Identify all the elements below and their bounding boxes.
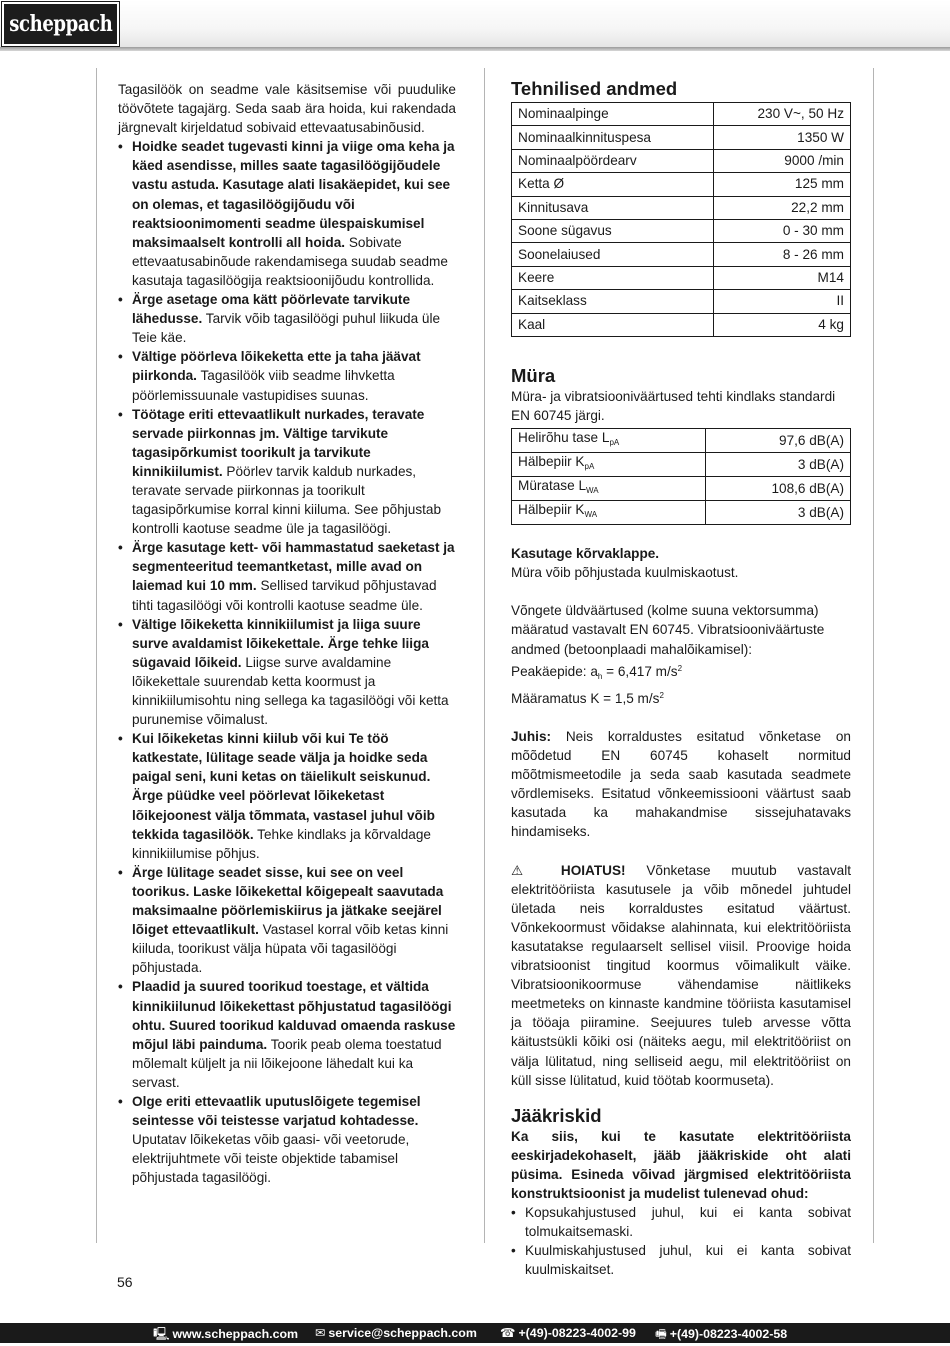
- warning-triangle-icon: ⚠: [511, 862, 541, 878]
- vibration-handle-label: Peakäepide: a: [511, 663, 598, 679]
- page-number: 56: [117, 1274, 133, 1290]
- spec-label: Kaitseklass: [512, 290, 714, 313]
- spec-value: 0 - 30 mm: [713, 219, 850, 242]
- residual-risk-list: [511, 1203, 851, 1279]
- noise-label: [512, 429, 706, 453]
- tech-data-heading: Tehnilised andmed: [511, 78, 678, 99]
- warning-paragraph: [511, 861, 851, 1090]
- spec-label: Soone sügavus: [512, 219, 714, 242]
- spec-label: Nominaalkinnituspesa: [512, 126, 714, 149]
- brand-logo-text: scheppach: [8, 11, 113, 37]
- left-column: [118, 80, 456, 1187]
- list-item: • Kopsukahjustused juhul, kui ei kanta sobivat tolmukaitsemaski.: [511, 1203, 851, 1241]
- noise-label-sub: pA: [584, 462, 595, 472]
- spec-label: Keere: [512, 266, 714, 289]
- noise-label-text: Müratase L: [518, 478, 587, 494]
- noise-value: 3 dB(A): [705, 453, 850, 477]
- footer-email[interactable]: [315, 1325, 477, 1340]
- safety-item: [118, 290, 456, 347]
- safety-item-text: Pöörlev tarvik kaldub nurkades, teravate servade piirkonnas ja toorikult tagasipõrkumise korral kinni kiiluma. See põhjustab kontrolli kaotuse seadme üle ja tagasilöögi.: [132, 463, 442, 537]
- table-row: [512, 453, 851, 477]
- vibration-uncertainty-line: [511, 686, 851, 708]
- computer-icon: 🖳: [153, 1327, 170, 1341]
- vibration-text: Võngete üldväärtused (kolme suuna vektorsumma) määratud vastavalt EN 60745. Vibratsiooniväärtuste andmed (betoonplaadi mahalõikamisel):: [511, 603, 825, 657]
- spec-label: Ketta Ø: [512, 173, 714, 196]
- note-paragraph: [511, 727, 851, 842]
- noise-label-sub: WA: [584, 510, 598, 520]
- safety-item-text: Tagasilöök viib seadme lihvketta pöörlemissuunale vastupidises suunas.: [132, 368, 395, 403]
- table-row: [512, 219, 851, 242]
- safety-item-bold: Olge eriti ettevaatlik uputuslõigete tegemisel seintesse või teistesse varjatud kohtadesse.: [132, 1093, 421, 1129]
- safety-item-text: Toorik peab olema toestatud mõlemalt küljelt ja nii lõikejoone lähedalt kui ka servast.: [132, 1036, 442, 1090]
- ear-protection-text: Müra võib põhjustada kuulmiskaotust.: [511, 565, 739, 581]
- right-margin-rule: [873, 68, 874, 1243]
- spec-label: Soonelaiused: [512, 243, 714, 266]
- footer-fax-text: +(49)-08223-4002-58: [669, 1327, 788, 1341]
- safety-item: [118, 137, 456, 290]
- safety-item-text: Tehke kindlaks ja kõrvaldage kinnikiilumise põhjus.: [132, 826, 431, 861]
- safety-item: [118, 729, 456, 863]
- spec-label: Kinnitusava: [512, 196, 714, 219]
- vibration-uncertainty-text: Määramatus K = 1,5 m/s: [511, 690, 660, 706]
- table-row: [512, 477, 851, 501]
- noise-label-text: Hälbepiir K: [518, 454, 585, 470]
- noise-label: [512, 501, 706, 525]
- noise-intro: Müra- ja vibratsiooniväärtused tehti kindlaks standardi EN 60745 järgi.: [511, 388, 836, 423]
- safety-list: [118, 137, 456, 1187]
- page-header: [0, 0, 950, 48]
- safety-item: [118, 347, 456, 404]
- safety-item: [118, 405, 456, 539]
- safety-item-bold: Plaadid ja suured toorikud toestage, et vältida kinnikiilunud lõikekettast põhjustatud tagasilöögi ohtu. Suured toorikud kalduvad omaenda raskuse mõjul läbi painduma.: [132, 979, 456, 1052]
- noise-label-text: Hälbepiir K: [518, 502, 585, 518]
- note-label: Juhis:: [511, 728, 552, 744]
- column-divider: [484, 68, 485, 1243]
- safety-item-text: Uputatav lõikeketas võib gaasi- või veetorude, elektrijuhtmete või teiste objektide tabamisel põhjustada tagasilöögi.: [132, 1132, 410, 1186]
- safety-item-text: Sobivate ettevaatusabinõude rakendamisega suudab seadme kasutaja tagasilöögija reaktsioonijõudu kontrollida.: [132, 234, 448, 288]
- safety-item: [118, 977, 456, 1092]
- phone-icon: ☎: [500, 1326, 516, 1340]
- safety-item-text: Tarvik võib tagasilöögi puhul liikuda üle Teie käe.: [132, 311, 441, 346]
- header-rule: [0, 47, 950, 51]
- noise-label-sub: pA: [609, 438, 620, 448]
- safety-item-bold: Kui lõikeketas kinni kiilub või kui Te töö katkestate, lülitage seade välja ja hoidke seda paigal seni, kuni ketas on täielikult seiskunud. Ärge püüdke veel pöörlevat lõikeketast lõikejoonest välja tõmmata, vastasel juhul võib tekkida tagasilöök.: [132, 731, 435, 842]
- spec-value: 230 V~, 50 Hz: [713, 103, 850, 126]
- ear-protection-bold: Kasutage kõrvaklappe.: [511, 546, 660, 562]
- table-row: [512, 149, 851, 172]
- list-item: • Kuulmiskahjustused juhul, kui ei kanta sobivat kuulmiskaitset.: [511, 1241, 851, 1279]
- envelope-icon: ✉: [315, 1326, 326, 1340]
- vibration-uncertainty-sup: 2: [659, 690, 664, 700]
- spec-value: M14: [713, 266, 850, 289]
- spec-value: II: [713, 290, 850, 313]
- residual-risk-heading: Jääkriskid: [511, 1104, 602, 1126]
- footer-website-text: www.scheppach.com: [172, 1327, 299, 1341]
- noise-value: 108,6 dB(A): [705, 477, 850, 501]
- brand-logo: [2, 2, 119, 46]
- vibration-handle-sup: 2: [677, 663, 683, 673]
- right-column: [511, 78, 851, 1279]
- footer-email-text: service@scheppach.com: [328, 1326, 477, 1340]
- spec-label: Nominaalpöördearv: [512, 149, 714, 172]
- safety-item-text: Vastasel korral võib ketas kinni kiiluda, toorikust välja hüpata või tagasilöögi põhjustada.: [132, 922, 449, 976]
- warning-label: HOIATUS!: [540, 862, 626, 878]
- safety-item-text: Liigse surve avaldamine lõikekettale suurendab ketta koormust ja kinnikiilumisohtu ning sellega ka tagasilöögi või ketta purunemise võimalust.: [132, 654, 449, 728]
- safety-item-bold: Vältige pöörleva lõikeketta ette ja taha jäävat piirkonda.: [132, 349, 421, 384]
- safety-item: [118, 863, 456, 978]
- safety-item-bold: Töötage eriti ettevaatlikult nurkades, teravate servade piirkonnas jm. Vältige tarvikute tagasipõrkumist toorikult ja tarvikute kinnikiilumist.: [132, 406, 425, 479]
- safety-item-bold: Ärge kasutage kett- või hammastatud saeketast ja segmenteeritud teemantketast, mille avad on laiemad kui 10 mm.: [132, 540, 455, 594]
- spec-value: 22,2 mm: [713, 196, 850, 219]
- spec-value: 1350 W: [713, 126, 850, 149]
- table-row: [512, 313, 851, 336]
- left-margin-rule: [96, 68, 97, 1243]
- safety-item-bold: Vältige lõikeketta kinnikiilumist ja liiga suure surve avaldamist lõikekettale. Ärge tehke liiga sügavaid lõikeid.: [132, 616, 429, 670]
- table-row: [512, 196, 851, 219]
- noise-heading: Müra: [511, 364, 556, 386]
- spec-value: 125 mm: [713, 173, 850, 196]
- footer-phone-text: +(49)-08223-4002-99: [518, 1326, 636, 1340]
- table-row: [512, 290, 851, 313]
- noise-value: 97,6 dB(A): [705, 429, 850, 453]
- table-row: [512, 173, 851, 196]
- safety-item-text: Sellised tarvikud põhjustavad tihti tagasilöögi või kontrolli kaotuse seadme üle.: [132, 578, 437, 613]
- safety-item: [118, 615, 456, 730]
- noise-table: [511, 428, 851, 525]
- spec-label: Kaal: [512, 313, 714, 336]
- noise-label: [512, 453, 706, 477]
- safety-item-bold: Ärge asetage oma kätt pöörlevate tarvikute lähedusse.: [132, 292, 411, 327]
- residual-risk-bold: Ka siis, kui te kasutate elektritööriista eeskirjadekohaselt, jääb jääkriskide oht alati püsima. Esineda võivad järgmised elektritööriista konstruktsioonist ja mudelist tulenevad ohud:: [511, 1128, 851, 1201]
- vibration-handle-value: = 6,417 m/s: [602, 663, 678, 679]
- noise-label: [512, 477, 706, 501]
- table-row: [512, 126, 851, 149]
- fax-icon: 🖷: [655, 1327, 667, 1341]
- page-footer: [0, 1323, 950, 1343]
- note-text: Neis korraldustes esitatud võnketase on mõõdetud EN 60745 kohaselt normitud mõõtmismeetodile ja seda saab kasutada seadmete võrdlemiseks. Esitatud võnkeemissiooni väärtust saab kasutada ka mahakandmise sissejuhatavaks hindamiseks.: [511, 728, 851, 840]
- safety-item: [118, 1092, 456, 1187]
- spec-value: 9000 /min: [713, 149, 850, 172]
- noise-value: 3 dB(A): [705, 501, 850, 525]
- spec-value: 4 kg: [713, 313, 850, 336]
- noise-label-text: Helirõhu tase L: [518, 430, 610, 446]
- kickback-intro: Tagasilöök on seadme vale käsitsemise või puudulike töövõtete tagajärg. Seda saab ära hoida, kui rakendada järgnevalt kirjeldatud sobivaid ettevaatusabinõusid.: [118, 82, 456, 136]
- noise-label-sub: WA: [586, 486, 599, 496]
- residual-risk-intro: [511, 1127, 851, 1203]
- safety-item-bold: Ärge lülitage seadet sisse, kui see on veel toorikus. Laske lõikekettal kõigepealt saavutada maksimaalne pöörlemiskiirus ja jätkake seejärel lõiget ettevaatlikult.: [132, 864, 444, 938]
- table-row: [512, 243, 851, 266]
- safety-item: [118, 538, 456, 614]
- tech-data-table: [511, 102, 851, 337]
- table-row: [512, 103, 851, 126]
- vibration-handle-line: [511, 659, 851, 686]
- vibration-handle-sub: h: [597, 671, 603, 681]
- table-row: [512, 266, 851, 289]
- table-row: [512, 501, 851, 525]
- table-row: [512, 429, 851, 453]
- safety-item-bold: Hoidke seadet tugevasti kinni ja viige oma keha ja käed asendisse, milles saate tagasilöögijõudele vastu astuda. Kasutage alati lisakäepidet, kui see on olemas, et tagasilöögijõudu või reaktsioonimomenti seadme ülespaiskumisel maksimaalselt kontrolli all hoida.: [132, 139, 455, 250]
- footer-phone: [500, 1325, 636, 1340]
- spec-value: 8 - 26 mm: [713, 243, 850, 266]
- warning-text: Võnketase muutub vastavalt elektritööriista kasutusele ja võib mõnedel juhtudel ületada neis korraldustes esitatud väärtust. Võnkekoormust võidakse alahinnata, kui elektritööriista kasutatakse regulaarselt sellisel viisil. Proovige hoida vibratsioonist tingitud koormus võimalikult väike. Vibratsioonikoormuse vähendamise näitlikeks meetmeteks on kinnaste kandmine tööriista kasutamisel ja tööaja piiramine. Seejuures tuleb arvesse võtta käitustsükli kõiki osi (näiteks aegu, mil elektritööriist on välja lülitatud, ning selliseid aegu, mil elektritööriist on küll sisse lülitatud, kuid töötab koormuseta).: [511, 862, 852, 1088]
- ear-protection-heading: [511, 544, 851, 563]
- spec-label: Nominaalpinge: [512, 103, 714, 126]
